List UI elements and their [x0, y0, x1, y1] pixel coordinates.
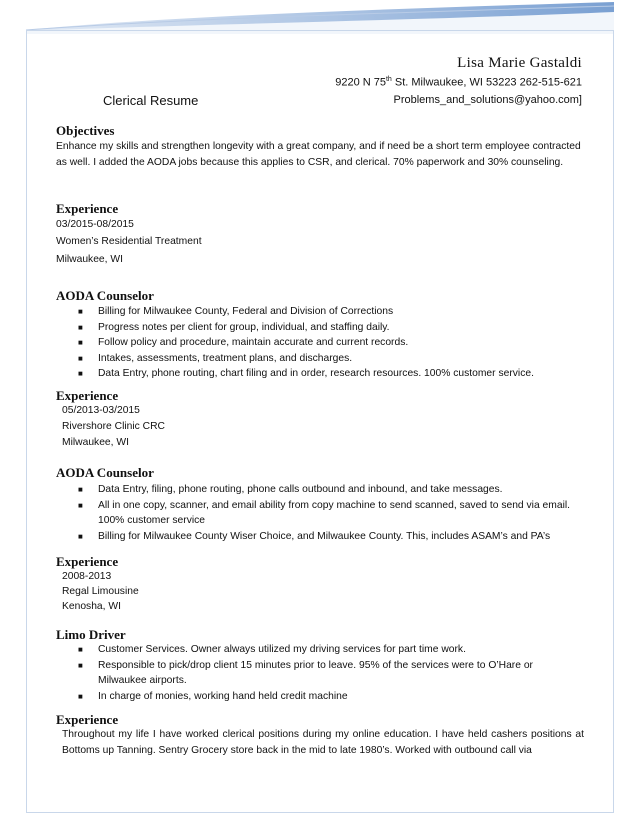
- experience-location-1: Milwaukee, WI: [56, 254, 123, 265]
- list-item: ■ Billing for Milwaukee County, Federal and Division of Corrections: [78, 304, 578, 320]
- square-bullet-icon: ■: [78, 322, 83, 332]
- address-line: 9220 N 75th St. Milwaukee, WI 53223 262-515-621: [335, 76, 582, 89]
- objectives-heading: Objectives: [56, 123, 115, 138]
- experience-employer-3: Regal Limousine: [62, 586, 139, 597]
- square-bullet-icon: ■: [78, 369, 83, 378]
- experience-location-3: Kenosha, WI: [62, 601, 121, 612]
- list-item: ■ All in one copy, scanner, and email ability from copy machine to send scanned, saved to send via email. 100% customer service: [78, 499, 571, 526]
- objectives-text: Enhance my skills and strengthen longevity with a great company, and if need be a short term employee contracted as well. I added the AODA jobs because this applies to CSR, and clerical. 70% paperwork and 30% counseling.: [56, 141, 581, 168]
- experience-heading-2: Experience: [56, 388, 119, 403]
- experience-dates-1: 03/2015-08/2015: [56, 219, 134, 230]
- list-item: ■ In charge of monies, working hand held credit machine: [78, 689, 578, 705]
- experience-heading-4: Experience: [56, 712, 119, 727]
- list-item: ■ Intakes, assessments, treatment plans, and discharges.: [78, 351, 578, 367]
- square-bullet-icon: ■: [78, 485, 83, 494]
- square-bullet-icon: ■: [78, 691, 83, 701]
- role-title-3: Limo Driver: [56, 627, 126, 642]
- list-item: ■ Follow policy and procedure, maintain accurate and current records.: [78, 335, 578, 351]
- list-item: ■ Customer Services. Owner always utilized my driving services for part time work.: [78, 642, 578, 658]
- email-address: Problems_and_solutions@yahoo.com]: [393, 94, 582, 106]
- role-title-2: AODA Counselor: [56, 465, 154, 480]
- experience-employer-2: Rivershore Clinic CRC: [62, 421, 165, 432]
- list-item: ■ Data Entry, filing, phone routing, phone calls outbound and inbound, and take messages.: [78, 482, 578, 498]
- experience-dates-3: 2008-2013: [62, 571, 112, 582]
- square-bullet-icon: ■: [78, 500, 83, 510]
- experience-employer-1: Women’s Residential Treatment: [56, 236, 202, 247]
- resume-type-label: Clerical Resume: [103, 93, 199, 108]
- square-bullet-icon: ■: [78, 353, 83, 363]
- list-item: ■ Progress notes per client for group, individual, and staffing daily.: [78, 320, 578, 336]
- list-item: ■ Billing for Milwaukee County Wiser Choice, and Milwaukee County. This, includes ASAM’s and PA’s: [78, 529, 578, 545]
- role-bullets-2: [78, 482, 578, 544]
- square-bullet-icon: ■: [78, 338, 83, 347]
- experience-location-2: Milwaukee, WI: [62, 437, 129, 448]
- list-item: ■ Data Entry, phone routing, chart filing and in order, research resources. 100% customer service.: [78, 366, 578, 382]
- role-bullets-1: [78, 304, 578, 382]
- candidate-name: Lisa Marie Gastaldi: [457, 55, 582, 71]
- square-bullet-icon: ■: [78, 645, 83, 654]
- list-item: ■ Responsible to pick/drop client 15 minutes prior to leave. 95% of the services were to O’Hare or Milwaukee airports.: [78, 659, 533, 686]
- experience-dates-2: 05/2013-03/2015: [62, 405, 140, 416]
- role-title-1: AODA Counselor: [56, 288, 154, 303]
- square-bullet-icon: ■: [78, 660, 83, 670]
- experience-heading-3: Experience: [56, 554, 119, 569]
- role-bullets-3: [78, 642, 578, 704]
- experience-text-4: Throughout my life I have worked clerical positions during my online education. I have held cashers positions at Bottoms up Tanning. Sentry Grocery store back in the mid to late 1980’s. Worked with outbound call via: [62, 729, 584, 756]
- square-bullet-icon: ■: [78, 307, 83, 316]
- experience-heading-1: Experience: [56, 201, 119, 216]
- square-bullet-icon: ■: [78, 531, 83, 541]
